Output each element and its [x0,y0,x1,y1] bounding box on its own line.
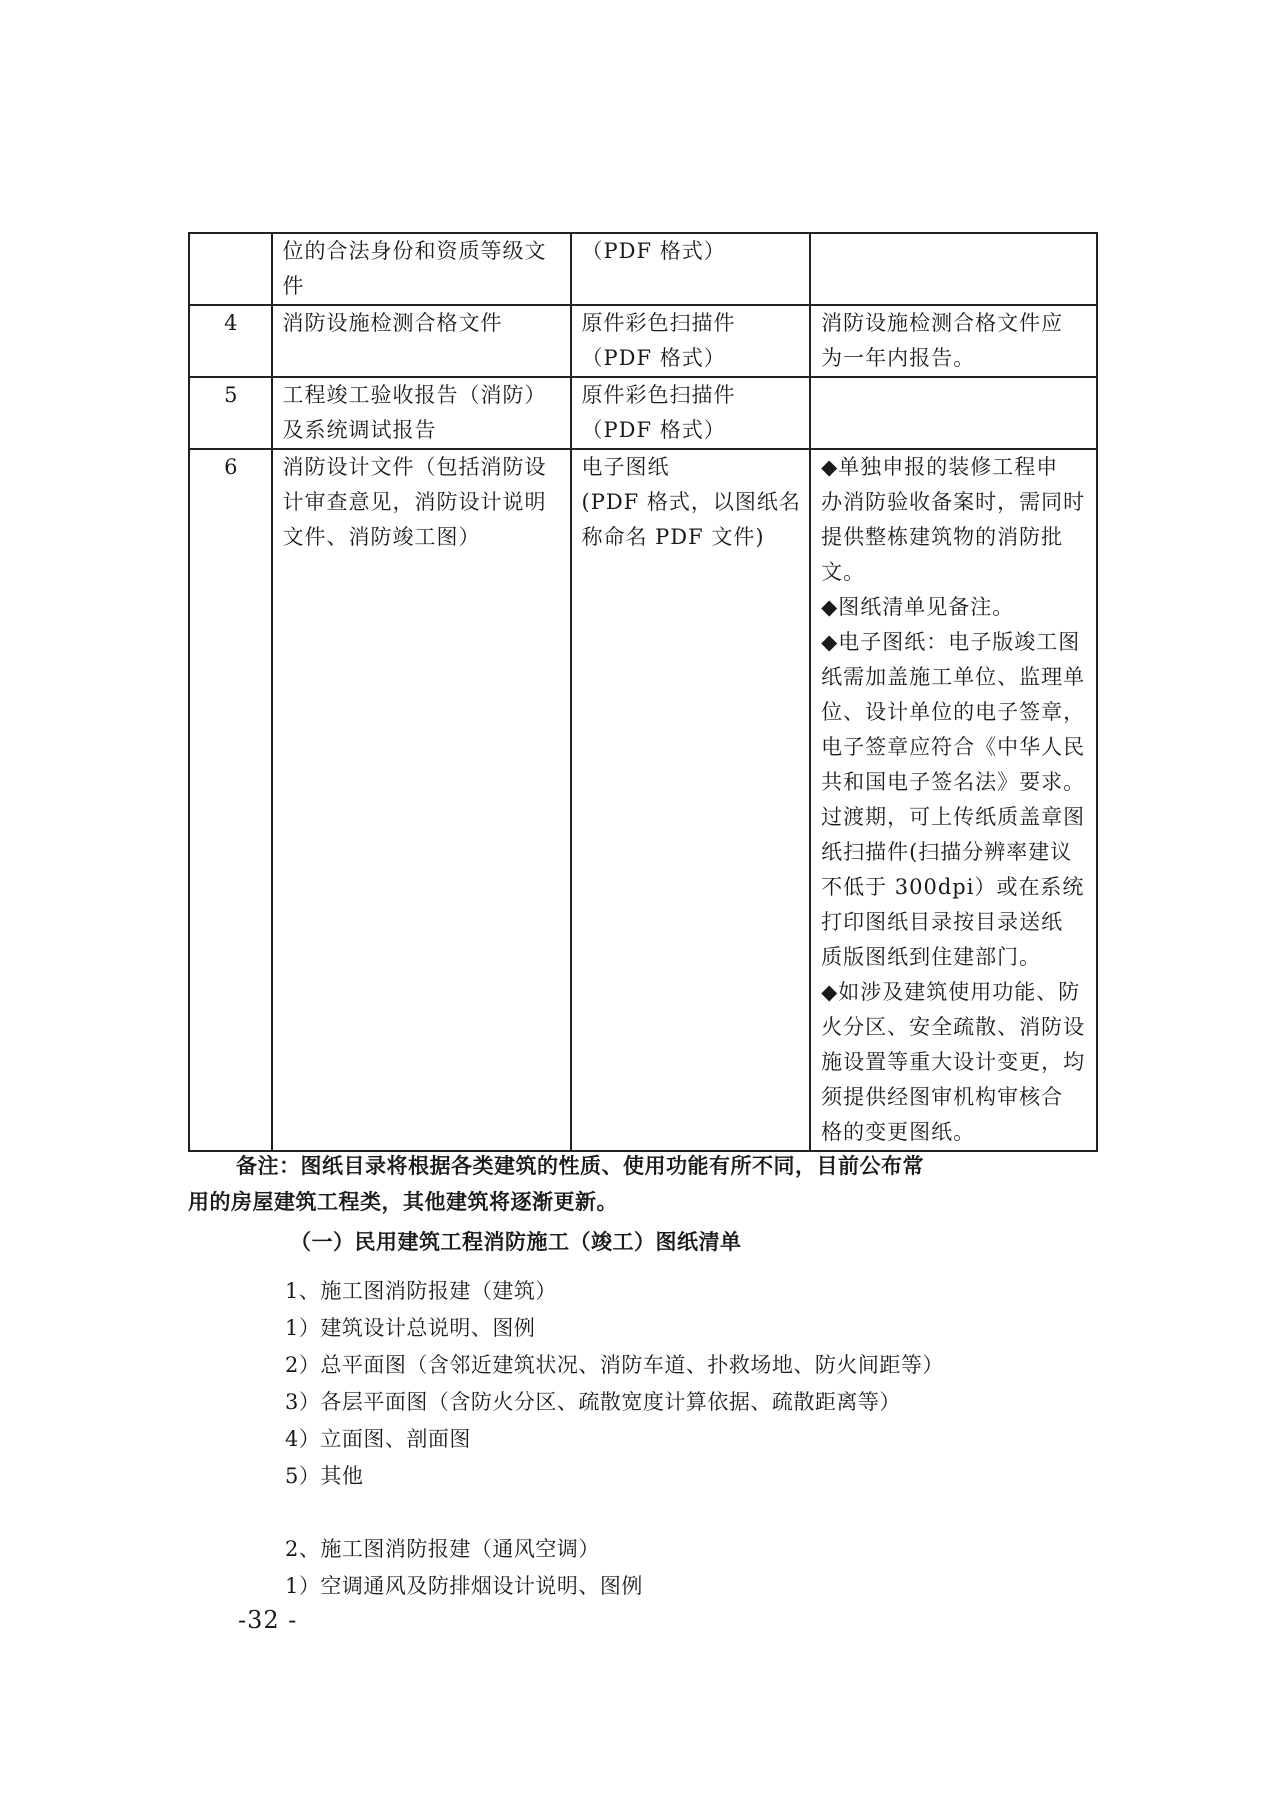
cell-text-line: 纸扫描件(扫描分辨率建议 [821,840,1073,864]
cell-text-line: ◆如涉及建筑使用功能、防 [821,980,1081,1004]
cell-text-line: （PDF 格式） [581,346,726,370]
cell-text-line: 工程竣工验收报告（消防） [282,383,547,407]
row-number-cell: 4 [189,305,272,377]
material-name-cell [272,233,571,305]
cell-text-line: 火分区、安全疏散、消防设 [821,1015,1086,1039]
material-name-cell [272,377,571,449]
cell-text-line: (PDF 格式，以图纸名 [581,490,801,514]
cell-text-line: 原件彩色扫描件 [581,383,736,407]
format-cell [571,233,811,305]
section-title: （一）民用建筑工程消防施工（竣工）图纸清单 [290,1230,742,1254]
cell-text-line: 原件彩色扫描件 [581,311,736,335]
list-item: 1）空调通风及防排烟设计说明、图例 [285,1574,643,1598]
cell-text-line: 共和国电子签名法》要求。 [821,770,1086,794]
cell-text-line: 为一年内报告。 [821,346,976,370]
cell-text-line: 消防设计文件（包括消防设 [282,455,547,479]
cell-text-line: 位的合法身份和资质等级文 [282,239,547,263]
materials-table [188,232,1098,1152]
cell-text-line: 消防设施检测合格文件应 [821,311,1064,335]
list-item: 5）其他 [285,1464,364,1488]
note-cell [810,233,1097,305]
material-name-cell [272,449,571,1151]
cell-text-line: 质版图纸到住建部门。 [821,945,1042,969]
cell-text-line: 提供整栋建筑物的消防批 [821,525,1064,549]
row-number-cell [189,233,272,305]
cell-text-line: 件 [282,274,305,298]
cell-text-line: （PDF 格式） [581,418,726,442]
table-row [189,305,1097,377]
format-cell [571,305,811,377]
remark-line-2: 用的房屋建筑工程类，其他建筑将逐渐更新。 [188,1190,618,1214]
cell-text-line: 电子图纸 [581,455,670,479]
cell-text-line: 位、设计单位的电子签章， [821,700,1086,724]
cell-text-line: 办消防验收备案时，需同时 [821,490,1086,514]
list-item: 1）建筑设计总说明、图例 [285,1316,536,1340]
list-item: 1、施工图消防报建（建筑） [285,1279,557,1303]
cell-text-line: 电子签章应符合《中华人民 [821,735,1086,759]
cell-text-line: 纸需加盖施工单位、监理单 [821,665,1086,689]
cell-text-line: 消防设施检测合格文件 [282,311,503,335]
table-row [189,377,1097,449]
list-item: 4）立面图、剖面图 [285,1427,471,1451]
table-row [189,233,1097,305]
cell-text-line: （PDF 格式） [581,239,726,263]
remark-paragraph [188,1148,1096,1220]
cell-text-line: 称命名 PDF 文件) [581,525,765,549]
cell-text-line: 须提供经图审机构审核合 [821,1085,1064,1109]
cell-text-line: 文件、消防竣工图） [282,525,481,549]
cell-text-line: 施设置等重大设计变更，均 [821,1050,1086,1074]
list-item: 2）总平面图（含邻近建筑状况、消防车道、扑救场地、防火间距等） [285,1353,944,1377]
note-cell [810,305,1097,377]
cell-text-line: ◆单独申报的装修工程申 [821,455,1059,479]
remark-line-1: 备注：图纸目录将根据各类建筑的性质、使用功能有所不同，目前公布常 [236,1154,924,1178]
list-item: 2、施工图消防报建（通风空调） [285,1537,600,1561]
page-number: -32 - [238,1606,298,1634]
cell-text-line: 打印图纸目录按目录送纸 [821,910,1064,934]
material-name-cell [272,305,571,377]
note-cell [810,377,1097,449]
format-cell [571,377,811,449]
cell-text-line: 不低于 300dpi）或在系统 [821,875,1085,899]
cell-text-line: 格的变更图纸。 [821,1120,976,1144]
list-item: 3）各层平面图（含防火分区、疏散宽度计算依据、疏散距离等） [285,1390,901,1414]
cell-text-line: ◆电子图纸：电子版竣工图 [821,630,1081,654]
cell-text-line: 过渡期，可上传纸质盖章图 [821,805,1086,829]
cell-text-line: ◆图纸清单见备注。 [821,595,1015,619]
note-cell [810,449,1097,1151]
cell-text-line: 计审查意见，消防设计说明 [282,490,547,514]
format-cell [571,449,811,1151]
cell-text-line: 及系统调试报告 [282,418,437,442]
cell-text-line: 文。 [821,560,866,584]
table-row [189,449,1097,1151]
row-number-cell: 6 [189,449,272,1151]
row-number-cell: 5 [189,377,272,449]
